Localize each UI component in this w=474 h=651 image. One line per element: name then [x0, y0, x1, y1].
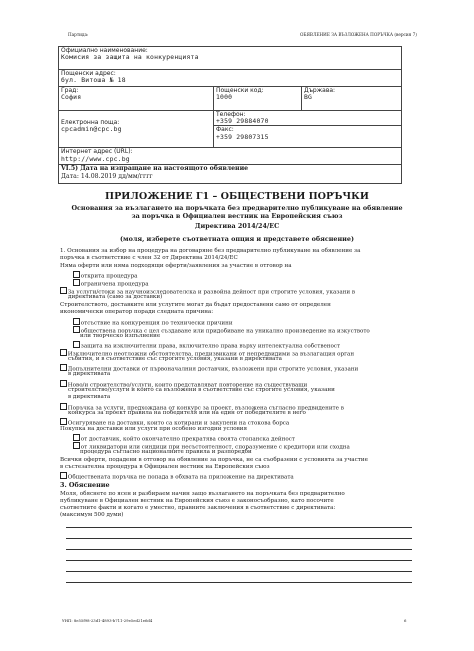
explanation-line-3: съответните факти и когато е уместно, правните заключения в съответствие с директивата:: [60, 505, 336, 511]
address-value: бул. Витоша № 18: [61, 76, 126, 85]
grounds-line-2: поръчка в съответствие с член 32 от Директива 2014/24/ЕС: [60, 255, 238, 261]
official-name-label: Официално наименование:: [61, 47, 148, 54]
non-compliant-tenders-line-1: Всички оферти, подадени в отговор на обявление за поръчка, не са съобразени с условията за участие: [60, 457, 368, 463]
city-label: Град:: [61, 87, 79, 94]
explanation-writing-line[interactable]: [66, 582, 412, 583]
commodity-market-label: Осигуряване на доставки, които са котирани и закупени на стокова борса: [67, 420, 290, 427]
email-value: cpcadmin@cpc.bg: [61, 125, 122, 134]
research-checkbox[interactable]: [60, 287, 67, 294]
explanation-writing-line[interactable]: [66, 549, 412, 550]
exclusive-rights-checkbox[interactable]: [73, 341, 80, 348]
phone-label: Телефон:: [216, 111, 246, 118]
winding-up-label: от доставчик, който окончателно прекратява своята стопанска дейност: [80, 436, 295, 443]
open-procedure-label: открита процедура: [80, 273, 138, 280]
explanation-writing-line[interactable]: [66, 560, 412, 561]
outside-scope-label: Обществената поръчка не попада в обхвата на приложение на директивата: [67, 474, 294, 481]
address-label: Пощенски адрес:: [61, 70, 116, 77]
page-number: 6: [404, 618, 407, 623]
grounds-line-1: 1. Основания за избор на процедура на договаряне без предварително публикуване на обявление за: [60, 248, 361, 254]
design-contest-checkbox[interactable]: [60, 403, 67, 410]
restricted-procedure-label: ограничена процедура: [80, 281, 149, 288]
email-label: Електронна поща:: [61, 119, 120, 126]
non-compliant-tenders-line-2: в състезателна процедура в Официален вестник на Европейския съюз: [60, 464, 270, 470]
annex-subtitle-line1: Основания за възлагането на поръчката без предварително публикуване на обявление: [71, 204, 403, 212]
explanation-line-4: (максимум 500 думи): [60, 512, 124, 518]
explanation-writing-line[interactable]: [66, 571, 412, 572]
additional-deliveries-label: Допълнителни доставки от първоначалния доставчик, възложени при строгите условия, указани: [67, 366, 359, 373]
explanation-line-2: публикуване в Официален вестник на Европейския съюз е законосъобразно, като посочите: [60, 498, 334, 504]
repetition-checkbox[interactable]: [60, 380, 67, 387]
research-label: За услуги/стоки за научноизследователска и развойна дейност при строгите условия, указани в: [67, 289, 356, 296]
phone-cell: [214, 111, 402, 126]
design-contest-label: Поръчка за услуги, предхождана от конкурс за проект, възложена съгласно предвидените в: [67, 405, 344, 412]
outside-scope-checkbox[interactable]: [60, 472, 67, 479]
city-cell: [59, 87, 214, 111]
footer-identifier: УНП: 8e55f98-23d1-4893-b711-29e5ed21e6d4: [62, 618, 153, 623]
annex-subtitle-line2: за поръчка в Официален вестник на Европейския съюз: [131, 212, 343, 220]
header-batch-label: Партида:: [68, 32, 89, 37]
option-outside-scope: [60, 472, 294, 481]
additional-deliveries-line-2: в директивата: [68, 371, 111, 377]
date-format: дд/мм/гггг: [118, 172, 153, 180]
explanation-writing-line[interactable]: [66, 538, 412, 539]
winding-up-checkbox[interactable]: [73, 434, 80, 441]
explanation-line-1: Моля, обяснете по ясен и разбираем начин защо възлагането на поръчката без предварително: [60, 491, 345, 497]
no-competition-checkbox[interactable]: [73, 318, 80, 325]
internet-label: Интернет адрес (URL):: [61, 148, 133, 156]
liquidators-line-2: процедура съгласно националните правила и разпоредби: [80, 449, 252, 455]
date-prefix: Дата:: [61, 172, 79, 180]
exclusive-rights-label: защита на изключителни права, включително права върху интелектуална собственост: [80, 343, 341, 350]
phone-value: +359 29884070: [216, 117, 269, 126]
header-form-title: ОБЯВЛЕНИЕ ЗА ВЪЗЛОЖЕНА ПОРЪЧКА (версия 7): [300, 32, 417, 37]
urgency-label: Изключително неотложни обстоятелства, предизвикани от непредвидими за възлагащия орган: [67, 351, 355, 358]
explanation-writing-line[interactable]: [66, 527, 412, 528]
fax-value: +359 29807315: [216, 132, 269, 141]
contact-table: [58, 46, 402, 184]
single-operator-line-1: Строителството, доставките или услугите могат да бъдат предоставени само от определен: [60, 302, 331, 308]
dispatch-date-line: [61, 173, 399, 180]
no-tenders-line: Няма оферти или няма подходящи оферти/заявления за участие в отговор на: [60, 263, 292, 269]
art-work-line-2: или творческо изпълнение: [80, 333, 161, 339]
annex-choose-note: (моля, изберете съответната опция и представете обяснение): [120, 235, 354, 243]
city-value: София: [61, 93, 82, 102]
postcode-value: 1000: [216, 93, 233, 102]
postcode-cell: [214, 87, 302, 111]
advantageous-terms-line: Покупка на доставки или услуги при особено изгодни условия: [60, 426, 247, 432]
fax-cell: [214, 126, 402, 148]
commodity-market-checkbox[interactable]: [60, 418, 67, 425]
design-contest-line-2: конкурса за проект правила на победителя или на един от победителите в него: [68, 410, 306, 416]
postcode-label: Пощенски код:: [216, 87, 264, 94]
date-value: 14.08.2019: [80, 172, 117, 180]
liquidators-checkbox[interactable]: [73, 442, 80, 449]
repetition-label: Ново/и строителство/услуги, които представляват повторение на съществуващи: [67, 382, 308, 389]
country-cell: [302, 87, 402, 111]
internet-value: http://www.cpc.bg: [61, 154, 130, 163]
no-competition-label: отсъствие на конкуренция по технически причини: [80, 320, 233, 327]
dispatch-date-cell: [59, 165, 402, 184]
dispatch-date-label: VI.5) Дата на изпращане на настоящото обявление: [61, 165, 249, 173]
address-cell: [59, 70, 402, 87]
single-operator-line-2: икономически оператор поради следната причина:: [60, 309, 214, 315]
research-line-2: директивата (само за доставки): [68, 294, 163, 300]
country-value: BG: [304, 93, 313, 102]
urgency-line-2: събития, и в съответствие със строгите условия, указани в директивата: [68, 356, 282, 362]
restricted-procedure-checkbox[interactable]: [73, 279, 80, 286]
art-work-checkbox[interactable]: [73, 326, 80, 333]
liquidators-label: от ликвидатори или синдици при несъстоятелност, споразумение с кредитори или сходна: [80, 444, 350, 451]
fax-label: Факс:: [216, 126, 234, 134]
urgency-checkbox[interactable]: [60, 349, 67, 356]
additional-deliveries-checkbox[interactable]: [60, 364, 67, 371]
repetition-line-2: строителство/услуги и които са възложени в съответствие със строгите условия, указани: [68, 387, 335, 393]
email-cell: [59, 111, 214, 148]
repetition-line-3: в директивата: [68, 394, 111, 400]
official-name-value: Комисия за защита на конкуренцията: [61, 53, 199, 62]
internet-cell: [59, 148, 402, 165]
section-3-heading: 3. Обяснение: [60, 481, 110, 489]
open-procedure-checkbox[interactable]: [73, 271, 80, 278]
art-work-label: обществена поръчка с цел създаване или придобиване на уникално произведение на изкуството: [80, 328, 370, 335]
annex-directive: Директива 2014/24/ЕС: [194, 222, 280, 230]
official-name-cell: [59, 47, 402, 70]
annex-title: ПРИЛОЖЕНИЕ Г1 – ОБЩЕСТВЕНИ ПОРЪЧКИ: [105, 191, 369, 202]
country-label: Държава:: [304, 87, 336, 94]
